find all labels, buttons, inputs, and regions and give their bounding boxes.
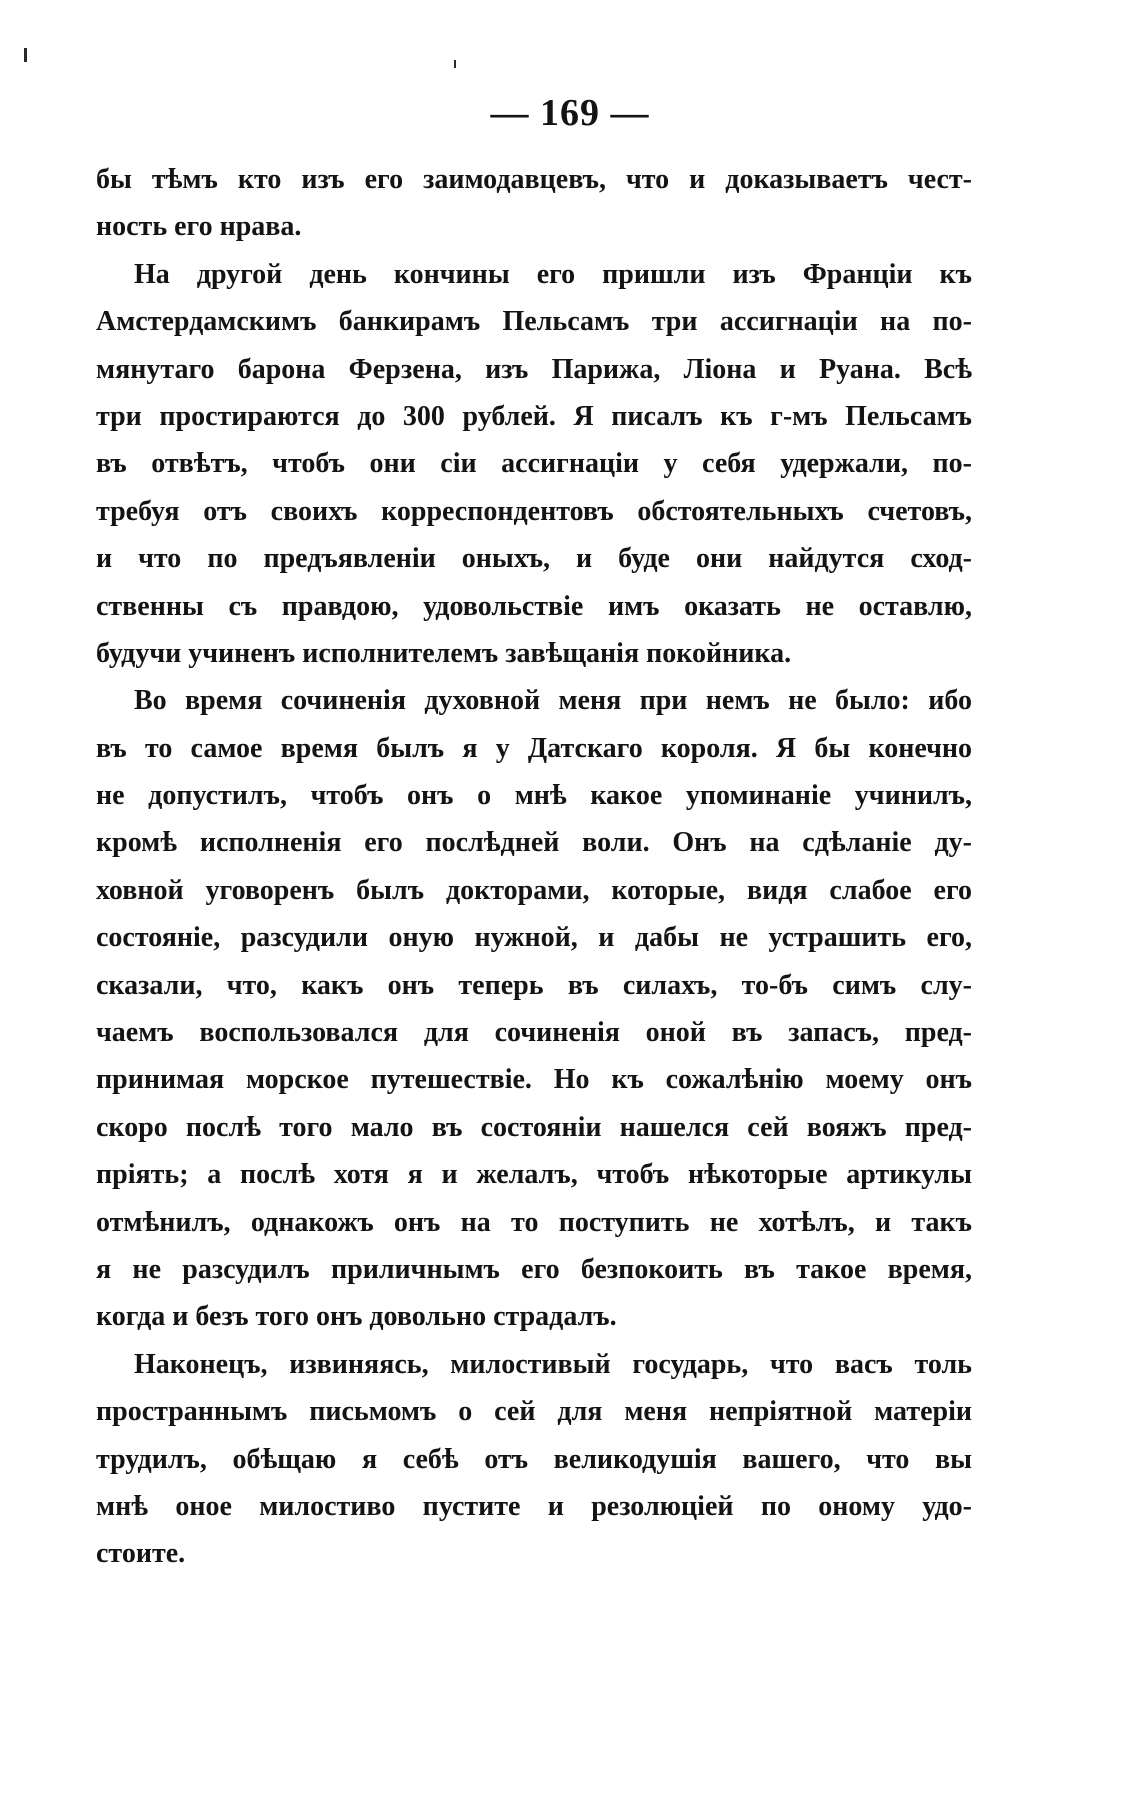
text-line: кромѣ исполненія его послѣдней воли. Онъ на сдѣланіе ду- [96,827,972,859]
paragraph [96,156,972,251]
body-text [96,156,972,1578]
text-line: три простираются до 300 рублей. Я писалъ къ г-мъ Пельсамъ [96,400,972,432]
text-line: будучи учиненъ исполнителемъ завѣщанія покойника. [96,637,792,669]
text-line: я не разсудилъ приличнымъ его безпокоить въ такое время, [96,1253,972,1285]
text-line: пространнымъ письмомъ о сей для меня непріятной матеріи [96,1396,972,1428]
text-line: мянутаго барона Ферзена, изъ Парижа, Ліона и Руана. Всѣ [96,353,972,385]
scan-speck [24,48,27,62]
text-line: требуя отъ своихъ корреспондентовъ обстоятельныхъ счетовъ, [96,495,972,527]
text-line: принимая морское путешествіе. Но къ сожалѣнію моему онъ [96,1064,972,1096]
text-line: На другой день кончины его пришли изъ Франціи къ [134,258,972,290]
text-line: Во время сочиненія духовной меня при немъ не было: ибо [134,685,972,717]
paragraph [96,1341,972,1578]
text-line: мнѣ оное милостиво пустите и резолюціей по оному удо- [96,1490,972,1522]
text-line: состояніе, разсудили оную нужной, и дабы не устрашить его, [96,922,972,954]
text-line: сказали, что, какъ онъ теперь въ силахъ, то-бъ симъ слу- [96,969,972,1001]
text-line: въ отвѣтъ, чтобъ они сіи ассигнаціи у себя удержали, по- [96,448,972,480]
text-line: Амстердамскимъ банкирамъ Пельсамъ три ассигнаціи на по- [96,306,972,338]
paragraph [96,251,972,678]
text-line: пріять; а послѣ хотя я и желалъ, чтобъ нѣкоторые артикулы [96,1159,972,1191]
text-line: когда и безъ того онъ довольно страдалъ. [96,1301,617,1333]
page-number: — 169 — [490,92,650,134]
text-line: въ то самое время былъ я у Датскаго короля. Я бы конечно [96,732,972,764]
text-line: ность его нрава. [96,211,302,243]
text-line: ственны съ правдою, удовольствіе имъ оказать не оставлю, [96,590,972,622]
text-line: скоро послѣ того мало въ состояніи нашелся сей вояжъ пред- [96,1111,972,1143]
text-line: и что по предъявленіи оныхъ, и буде они найдутся сход- [96,543,972,575]
text-line: стоите. [96,1538,186,1570]
text-line: Наконецъ, извиняясь, милостивый государь, что васъ толь [134,1348,972,1380]
paragraph [96,677,972,1340]
text-line: ховной уговоренъ былъ докторами, которые, видя слабое его [96,874,972,906]
text-line: бы тѣмъ кто изъ его заимодавцевъ, что и доказываетъ чест- [96,164,972,195]
text-line: трудилъ, обѣщаю я себѣ отъ великодушія вашего, что вы [96,1443,972,1475]
text-line: не допустилъ, чтобъ онъ о мнѣ какое упоминаніе учинилъ, [96,780,972,812]
text-line: отмѣнилъ, однакожъ онъ на то поступить не хотѣлъ, и такъ [96,1206,972,1238]
scan-speck [454,60,456,68]
text-line: чаемъ воспользовался для сочиненія оной въ запасъ, пред- [96,1017,972,1049]
